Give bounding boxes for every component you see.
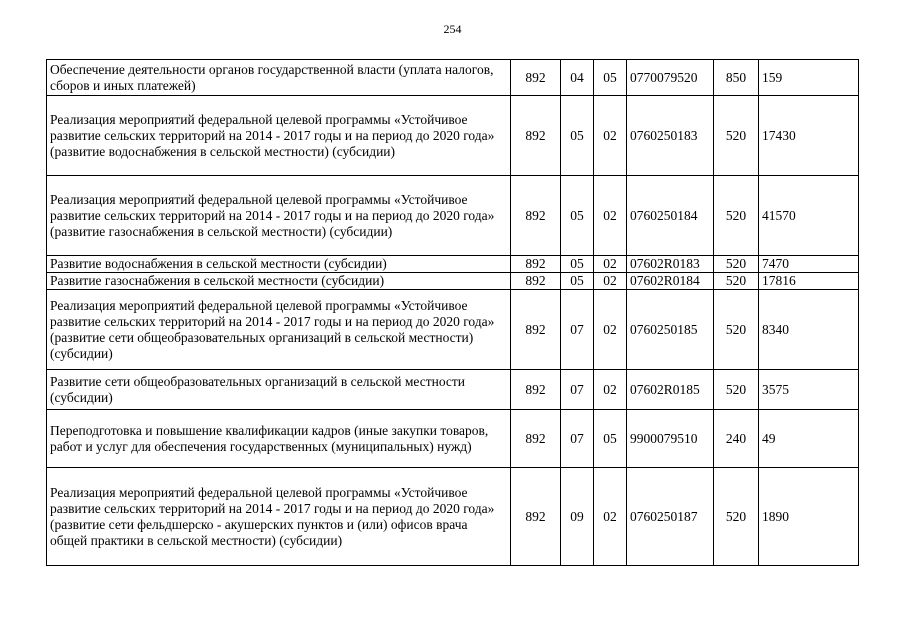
amount: 3575 [759, 370, 859, 410]
table-row [47, 256, 859, 273]
ministry-code: 892 [511, 96, 561, 176]
target-article: 07602R0183 [627, 256, 714, 273]
target-article: 0760250187 [627, 468, 714, 566]
row-description: Переподготовка и повышение квалификации кадров (иные закупки товаров, работ и услуг для обеспечения государственных (муниципальных) нужд) [47, 410, 511, 468]
section-code: 05 [561, 273, 594, 290]
section-code: 07 [561, 410, 594, 468]
ministry-code: 892 [511, 290, 561, 370]
table-row [47, 176, 859, 256]
section-code: 09 [561, 468, 594, 566]
amount: 7470 [759, 256, 859, 273]
row-description: Реализация мероприятий федеральной целевой программы «Устойчивое развитие сельских территорий на 2014 - 2017 годы и на период до 2020 года» (развитие сети общеобразовательных организаций в сельской местности) (субсидии) [47, 290, 511, 370]
table-row [47, 96, 859, 176]
row-description: Развитие газоснабжения в сельской местности (субсидии) [47, 273, 511, 290]
table-row [47, 410, 859, 468]
amount: 49 [759, 410, 859, 468]
expense-type: 520 [714, 290, 759, 370]
target-article: 07602R0185 [627, 370, 714, 410]
target-article: 0760250183 [627, 96, 714, 176]
subsection-code: 02 [594, 256, 627, 273]
table-row [47, 273, 859, 290]
subsection-code: 02 [594, 370, 627, 410]
ministry-code: 892 [511, 273, 561, 290]
row-description: Реализация мероприятий федеральной целевой программы «Устойчивое развитие сельских территорий на 2014 - 2017 годы и на период до 2020 года» (развитие сети фельдшерско - акушерских пунктов и (или) офисов врача общей практики в сельской местности) (субсидии) [47, 468, 511, 566]
row-description: Реализация мероприятий федеральной целевой программы «Устойчивое развитие сельских территорий на 2014 - 2017 годы и на период до 2020 года» (развитие водоснабжения в сельской местности) (субсидии) [47, 96, 511, 176]
target-article: 07602R0184 [627, 273, 714, 290]
amount: 8340 [759, 290, 859, 370]
expense-type: 520 [714, 370, 759, 410]
expense-type: 520 [714, 96, 759, 176]
section-code: 07 [561, 370, 594, 410]
row-description: Развитие водоснабжения в сельской местности (субсидии) [47, 256, 511, 273]
amount: 1890 [759, 468, 859, 566]
expense-type: 240 [714, 410, 759, 468]
table-row [47, 290, 859, 370]
expense-type: 520 [714, 176, 759, 256]
row-description: Развитие сети общеобразовательных организаций в сельской местности (субсидии) [47, 370, 511, 410]
ministry-code: 892 [511, 60, 561, 96]
table-row [47, 60, 859, 96]
row-description: Обеспечение деятельности органов государственной власти (уплата налогов, сборов и иных платежей) [47, 60, 511, 96]
section-code: 05 [561, 256, 594, 273]
ministry-code: 892 [511, 468, 561, 566]
target-article: 9900079510 [627, 410, 714, 468]
page-number: 254 [443, 22, 462, 36]
section-code: 05 [561, 176, 594, 256]
subsection-code: 02 [594, 273, 627, 290]
ministry-code: 892 [511, 370, 561, 410]
expense-type: 520 [714, 273, 759, 290]
subsection-code: 05 [594, 410, 627, 468]
subsection-code: 02 [594, 468, 627, 566]
expense-type: 850 [714, 60, 759, 96]
subsection-code: 05 [594, 60, 627, 96]
subsection-code: 02 [594, 176, 627, 256]
expense-type: 520 [714, 256, 759, 273]
amount: 41570 [759, 176, 859, 256]
target-article: 0770079520 [627, 60, 714, 96]
section-code: 04 [561, 60, 594, 96]
section-code: 05 [561, 96, 594, 176]
amount: 17816 [759, 273, 859, 290]
ministry-code: 892 [511, 256, 561, 273]
subsection-code: 02 [594, 290, 627, 370]
amount: 159 [759, 60, 859, 96]
row-description: Реализация мероприятий федеральной целевой программы «Устойчивое развитие сельских территорий на 2014 - 2017 годы и на период до 2020 года» (развитие газоснабжения в сельской местности) (субсидии) [47, 176, 511, 256]
table-row [47, 370, 859, 410]
subsection-code: 02 [594, 96, 627, 176]
budget-table [46, 59, 859, 566]
amount: 17430 [759, 96, 859, 176]
table-row [47, 468, 859, 566]
section-code: 07 [561, 290, 594, 370]
expense-type: 520 [714, 468, 759, 566]
ministry-code: 892 [511, 410, 561, 468]
target-article: 0760250185 [627, 290, 714, 370]
target-article: 0760250184 [627, 176, 714, 256]
ministry-code: 892 [511, 176, 561, 256]
